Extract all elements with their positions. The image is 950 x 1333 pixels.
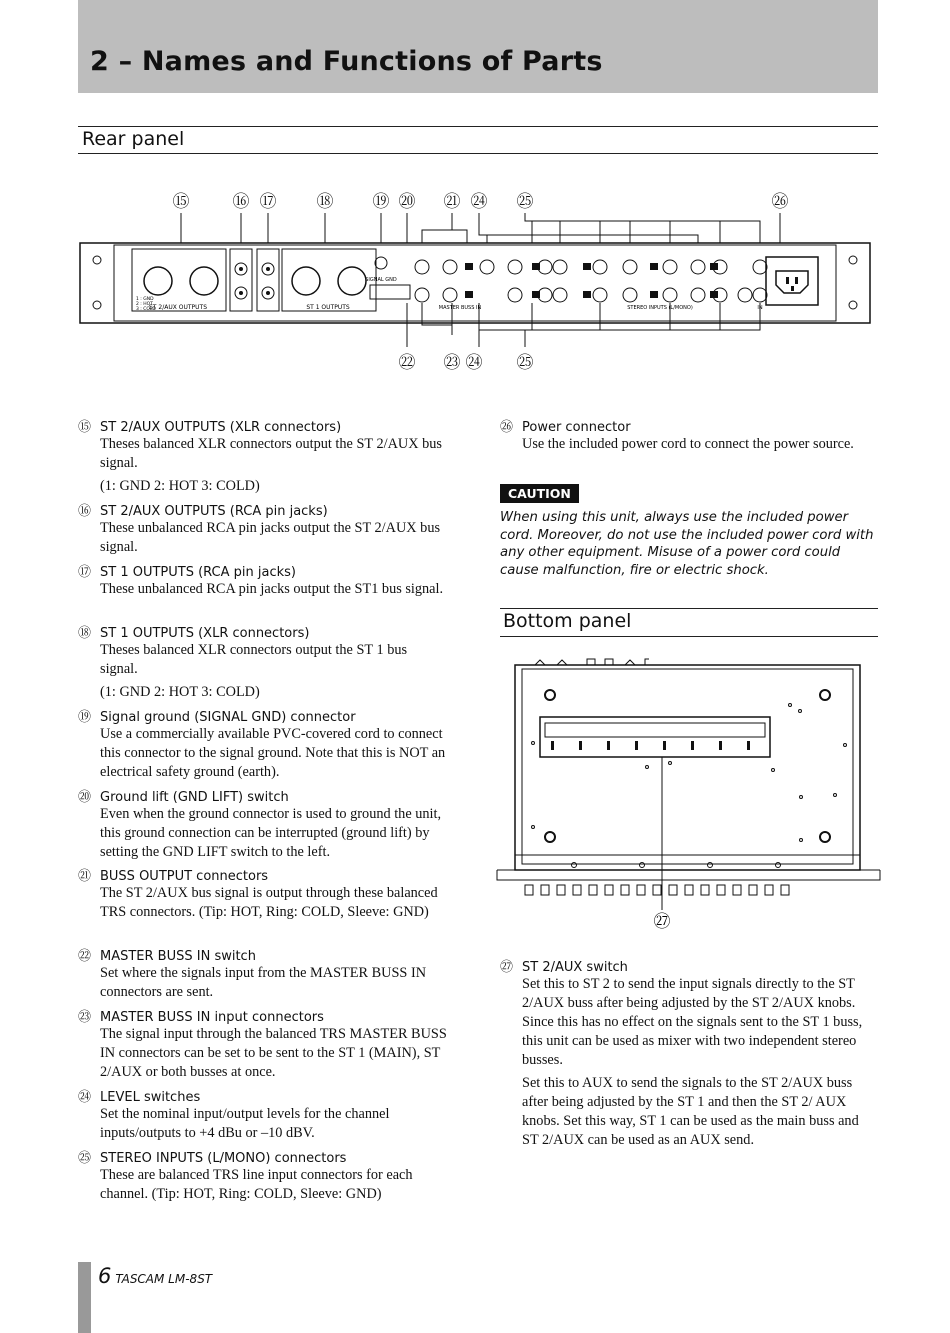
item-pinout: (1: GND 2: HOT 3: COLD): [100, 684, 260, 700]
item-number: ㉓: [78, 1010, 92, 1025]
callout-18: ⑱: [316, 192, 334, 212]
callout-24-top: ㉔: [470, 192, 488, 212]
item-number: ⑮: [78, 420, 92, 435]
item-title: Power connector: [522, 420, 631, 435]
item-description: These are balanced TRS line input connectors for each channel. (Tip: HOT, Ring: COLD, Sleeve: GND): [100, 1167, 413, 1202]
item-17: [78, 561, 448, 599]
item-number: ⑰: [78, 565, 92, 580]
page-number: 6: [98, 1264, 112, 1288]
callout-24-bottom: ㉔: [465, 353, 483, 373]
item-24: [78, 1086, 448, 1143]
label-st2aux-outputs: ST 2/AUX OUTPUTS: [149, 304, 207, 311]
callout-25-top: ㉕: [516, 192, 534, 212]
item-title: STEREO INPUTS (L/MONO) connectors: [100, 1151, 347, 1166]
item-26: [500, 416, 870, 454]
item-description: Theses balanced XLR connectors output the ST 2/AUX bus signal.: [100, 436, 443, 471]
item-number: ⑲: [78, 710, 92, 725]
item-18: [78, 622, 448, 702]
label-stereo-inputs: STEREO INPUTS (L/MONO): [627, 305, 693, 311]
item-25: [78, 1147, 448, 1204]
footer-brand: TASCAM LM-8ST: [115, 1272, 213, 1286]
callout-16: ⑯: [232, 192, 250, 212]
rack-chassis: [80, 243, 870, 323]
pin-legend-2: 2 : HOT: [136, 302, 153, 307]
item-number: ㉒: [78, 949, 92, 964]
callout-17: ⑰: [259, 192, 277, 212]
item-16: [78, 500, 448, 557]
item-title: Signal ground (SIGNAL GND) connector: [100, 710, 356, 725]
item-title: MASTER BUSS IN switch: [100, 949, 256, 964]
pin-legend-1: 1 : GND: [136, 297, 154, 302]
chapter-title: 2 – Names and Functions of Parts: [90, 46, 603, 77]
item-title: ST 2/AUX switch: [522, 960, 628, 975]
item-description-2: Set this to AUX to send the signals to the ST 2/AUX buss after being adjusted by the ST 1 and then the ST 2/ AUX knobs. Set this way, ST 1 can be used as the main buss and ST 2/AUX can be used as an AUX send.: [522, 1075, 859, 1148]
item-title: LEVEL switches: [100, 1090, 201, 1105]
item-pinout: (1: GND 2: HOT 3: COLD): [100, 478, 260, 494]
item-title: ST 1 OUTPUTS (RCA pin jacks): [100, 565, 296, 580]
item-number: ⑳: [78, 790, 92, 805]
item-22: [78, 945, 448, 1002]
caution-label: CAUTION: [500, 484, 579, 503]
item-description: Set the nominal input/output levels for the channel inputs/outputs to +4 dBu or –10 dBV.: [100, 1106, 390, 1141]
item-description: The ST 2/AUX bus signal is output through these balanced TRS connectors. (Tip: HOT, Ring: COLD, Sleeve: GND): [100, 885, 438, 920]
caution-text: When using this unit, always use the included power cord. Moreover, do not use the included power cord with any other equipment. Misuse of a power cord could cause malfunction, fire or electric shock.: [500, 510, 874, 578]
callout-20: ⑳: [398, 192, 416, 212]
item-description: These unbalanced RCA pin jacks output the ST1 bus signal.: [100, 581, 444, 597]
item-27: [500, 956, 870, 1150]
callout-22: ㉒: [398, 353, 416, 373]
label-in: IN: [757, 305, 763, 311]
item-title: BUSS OUTPUT connectors: [100, 869, 269, 884]
item-description: Theses balanced XLR connectors output the ST 1 bus signal.: [100, 642, 408, 677]
chapter-header: [78, 0, 878, 93]
item-number: ㉔: [78, 1090, 92, 1105]
item-number: ⑯: [78, 504, 92, 519]
callout-25-bottom: ㉕: [516, 353, 534, 373]
item-number: ㉑: [78, 869, 92, 884]
bottom-panel-diagram: [495, 655, 885, 935]
item-19: [78, 706, 448, 782]
rear-callouts-top: [173, 192, 789, 212]
item-description: Use the included power cord to connect the power source.: [522, 436, 854, 452]
bottom-panel-title: Bottom panel: [503, 610, 632, 632]
callout-23: ㉓: [443, 353, 461, 373]
item-title: ST 1 OUTPUTS (XLR connectors): [100, 626, 310, 641]
label-master-buss-in: MASTER BUSS IN: [438, 305, 482, 311]
label-signal-gnd: SIGNAL GND: [365, 277, 397, 283]
callout-19: ⑲: [372, 192, 390, 212]
callout-26: ㉖: [771, 192, 789, 212]
footer-bar: [78, 1262, 91, 1333]
item-21: [78, 865, 448, 922]
label-st1-outputs: ST 1 OUTPUTS: [306, 304, 350, 311]
callout-21: ㉑: [443, 192, 461, 212]
bottom-panel-top-rule: [500, 608, 878, 609]
item-15: [78, 416, 448, 496]
pin-legend-3: 3 : COLD: [136, 307, 156, 312]
rear-panel-top-rule: [78, 126, 878, 127]
item-20: [78, 786, 448, 862]
item-number: ㉖: [500, 420, 514, 435]
item-title: Ground lift (GND LIFT) switch: [100, 790, 289, 805]
item-description: These unbalanced RCA pin jacks output the ST 2/AUX bus signal.: [100, 520, 441, 555]
rear-panel-diagram: [70, 185, 880, 375]
item-description: The signal input through the balanced TRS MASTER BUSS IN connectors can be set to be sent to the ST 1 (MAIN), ST 2/AUX or both busses at once.: [100, 1026, 447, 1080]
item-23: [78, 1006, 448, 1082]
item-description: Set this to ST 2 to send the input signals directly to the ST 2/AUX buss after being adjusted by the ST 2/AUX knobs. Since this has no effect on the signals sent to the ST 1 buss, this unit can be used as mixer with two independent stereo busses.: [522, 976, 863, 1068]
bottom-panel-bottom-rule: [500, 636, 878, 637]
item-number: ⑱: [78, 626, 92, 641]
callout-15: ⑮: [172, 192, 190, 212]
item-description: Set where the signals input from the MASTER BUSS IN connectors are sent.: [100, 965, 427, 1000]
page-footer: [98, 1264, 212, 1288]
item-number: ㉕: [78, 1151, 92, 1166]
item-title: MASTER BUSS IN input connectors: [100, 1010, 324, 1025]
rear-panel-title: Rear panel: [82, 128, 185, 150]
rear-callouts-bottom: [399, 353, 534, 373]
rear-panel-bottom-rule: [78, 153, 878, 154]
callout-27: ㉗: [653, 912, 671, 932]
item-description: Even when the ground connector is used to ground the unit, this ground connection can be interrupted (ground lift) by setting the GND LIFT switch to the left.: [100, 806, 442, 860]
item-description: Use a commercially available PVC-covered cord to connect this connector to the signal ground. Note that this is NOT an electrical safety ground (earth).: [100, 726, 446, 780]
item-title: ST 2/AUX OUTPUTS (RCA pin jacks): [100, 504, 328, 519]
item-number: ㉗: [500, 960, 514, 975]
item-title: ST 2/AUX OUTPUTS (XLR connectors): [100, 420, 342, 435]
